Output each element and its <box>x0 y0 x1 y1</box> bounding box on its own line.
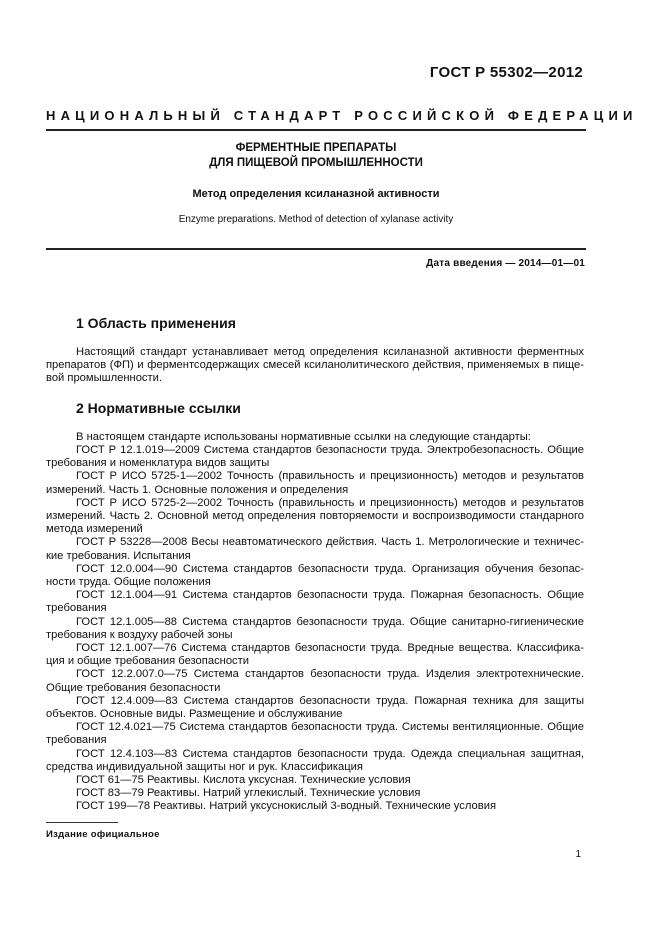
reference-item: ГОСТ 12.4.103—83 Система стандартов безопасности труда. Одежда специальная защитная, средства индивидуальной защиты ног и рук. Классификация <box>46 747 584 773</box>
reference-item: ГОСТ Р 53228—2008 Весы неавтоматического действия. Часть 1. Метрологические и технические требования. Испытания <box>46 536 584 562</box>
document-title-line-1: ФЕРМЕНТНЫЕ ПРЕПАРАТЫ <box>235 142 397 154</box>
reference-item: ГОСТ 83—79 Реактивы. Натрий углекислый. Технические условия <box>76 787 421 800</box>
section-1-text: Настоящий стандарт устанавливает метод определения ксиланазной активности ферментных препаратов (ФП) и ферментсодержащих смесей ксиланолитического действия, применяемых в пищевой промышленности. <box>46 346 584 385</box>
section-1-paragraph <box>46 346 584 386</box>
edition-note: Издание официальное <box>46 829 160 840</box>
national-standard-banner: НАЦИОНАЛЬНЫЙ СТАНДАРТ РОССИЙСКОЙ ФЕДЕРАЦИИ <box>46 108 638 123</box>
section-2-intro-text: В настоящем стандарте использованы нормативные ссылки на следующие стандарты: <box>76 431 531 443</box>
reference-item: ГОСТ Р 12.1.019—2009 Система стандартов безопасности труда. Электробезопасность. Общие требования и номенклатура видов защиты <box>46 444 584 470</box>
reference-item: ГОСТ 61—75 Реактивы. Кислота уксусная. Технические условия <box>76 774 411 787</box>
section-2-intro <box>46 431 584 444</box>
reference-item: ГОСТ 12.0.004—90 Система стандартов безопасности труда. Организация обучения безопасности труда. Общие положения <box>46 562 584 589</box>
footer-divider <box>46 822 118 823</box>
reference-item: ГОСТ 12.1.004—91 Система стандартов безопасности труда. Пожарная безопасность. Общие требования <box>46 589 584 615</box>
reference-item: ГОСТ 12.1.007—76 Система стандартов безопасности труда. Вредные вещества. Классификация и общие требования безопасности <box>46 642 584 668</box>
title-divider <box>46 248 586 250</box>
reference-item: ГОСТ Р ИСО 5725-2—2002 Точность (правильность и прецизионность) методов и результатов измерений. Часть 2. Основной метод определения повторяемости и воспроизводимости стандарного метода измерений <box>46 496 584 536</box>
reference-item: ГОСТ 12.2.007.0—75 Система стандартов безопасности труда. Изделия электротехнические. Общие требования безопасности <box>46 668 584 694</box>
reference-item: ГОСТ 199—78 Реактивы. Натрий уксуснокислый 3-водный. Технические условия <box>76 800 496 813</box>
reference-item: ГОСТ 12.4.009—83 Система стандартов безопасности труда. Пожарная техника для защиты объектов. Основные виды. Размещение и обслуживание <box>46 694 584 721</box>
english-title: Enzyme preparations. Method of detection of xylanase activity <box>178 214 454 225</box>
header-divider <box>46 129 586 131</box>
section-2-heading: 2 Нормативные ссылки <box>76 400 241 416</box>
section-1-heading: 1 Область применения <box>76 315 236 331</box>
reference-item: ГОСТ 12.1.005—88 Система стандартов безопасности труда. Общие санитарно-гигиенические требования к воздуху рабочей зоны <box>46 615 584 641</box>
normative-references-list <box>46 444 584 814</box>
page-number: 1 <box>575 849 581 860</box>
document-code: ГОСТ Р 55302—2012 <box>429 64 583 81</box>
document-subtitle: Метод определения ксиланазной активности <box>192 188 440 200</box>
introduction-date: Дата введения — 2014—01—01 <box>426 258 585 269</box>
reference-item: ГОСТ Р ИСО 5725-1—2002 Точность (правильность и прецизионность) методов и результатов измерений. Часть 1. Основные положения и определения <box>46 470 584 496</box>
document-title-line-2: ДЛЯ ПИЩЕВОЙ ПРОМЫШЛЕННОСТИ <box>209 157 423 169</box>
reference-item: ГОСТ 12.4.021—75 Система стандартов безопасности труда. Системы вентиляционные. Общие требования <box>46 721 584 747</box>
